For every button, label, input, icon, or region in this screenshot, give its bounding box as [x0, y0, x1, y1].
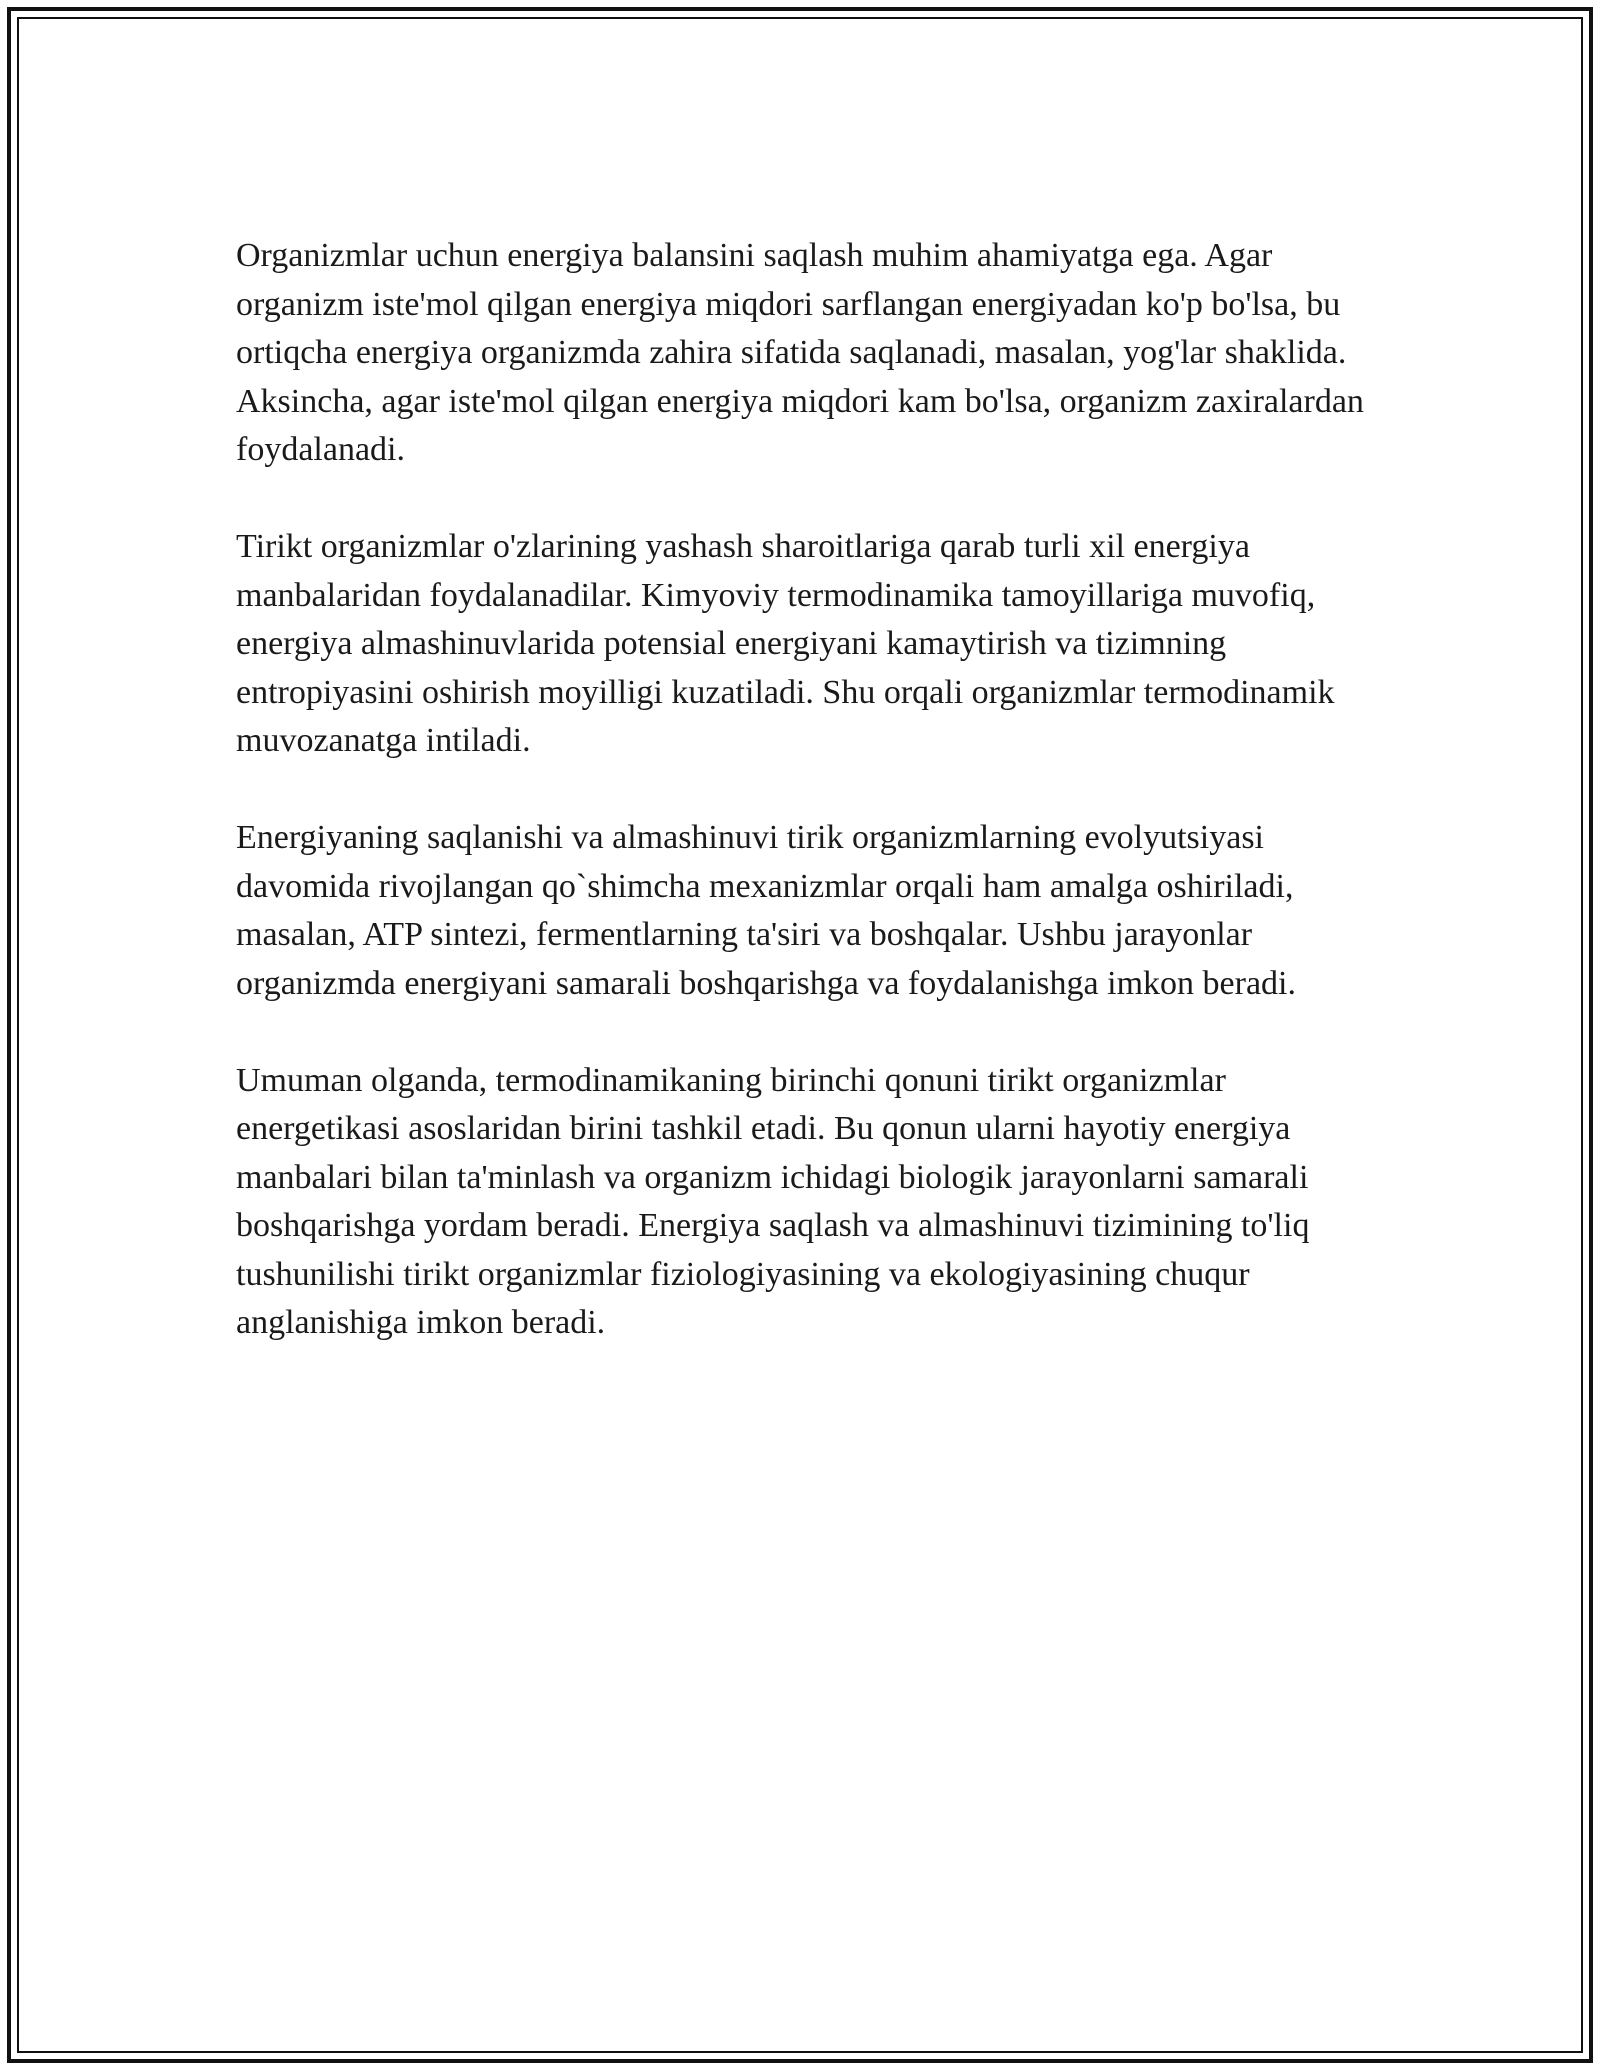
- paragraph-3: Energiyaning saqlanishi va almashinuvi tirik organizmlarning evolyutsiyasi davomida rivojlangan qo`shimcha mexanizmlar orqali ham amalga oshiriladi, masalan, ATP sintezi, fermentlarning ta'siri va boshqalar. Ushbu jarayonlar organizmda energiyani samarali boshqarishga va foydalanishga imkon beradi.: [236, 819, 1296, 1002]
- paragraph-1: Organizmlar uchun energiya balansini saqlash muhim ahamiyatga ega. Agar organizm iste'mol qilgan energiya miqdori sarflangan energiyadan ko'p bo'lsa, bu ortiqcha energiya organizmda zahira sifatida saqlanadi, masalan, yog'lar shaklida. Aksincha, agar iste'mol qilgan energiya miqdori kam bo'lsa, organizm zaxiralardan foydalanadi.: [236, 237, 1364, 468]
- paragraph-2: Tirikt organizmlar o'zlarining yashash sharoitlariga qarab turli xil energiya manbalaridan foydalanadilar. Kimyoviy termodinamika tamoyillariga muvofiq, energiya almashinuvlarida potensial energiyani kamaytirish va tizimning entropiyasini oshirish moyilligi kuzatiladi. Shu orqali organizmlar termodinamik muvozanatga intiladi.: [236, 528, 1335, 759]
- document-body: [236, 232, 1376, 1396]
- paragraph-4: Umuman olganda, termodinamikaning birinchi qonuni tirikt organizmlar energetikasi asoslaridan birini tashkil etadi. Bu qonun ularni hayotiy energiya manbalari bilan ta'minlash va organizm ichidagi biologik jarayonlarni samarali boshqarishga yordam beradi. Energiya saqlash va almashinuvi tizimining to'liq tushunilishi tirikt organizmlar fiziologiyasining va ekologiyasining chuqur anglanishiga imkon beradi.: [236, 1061, 1310, 1341]
